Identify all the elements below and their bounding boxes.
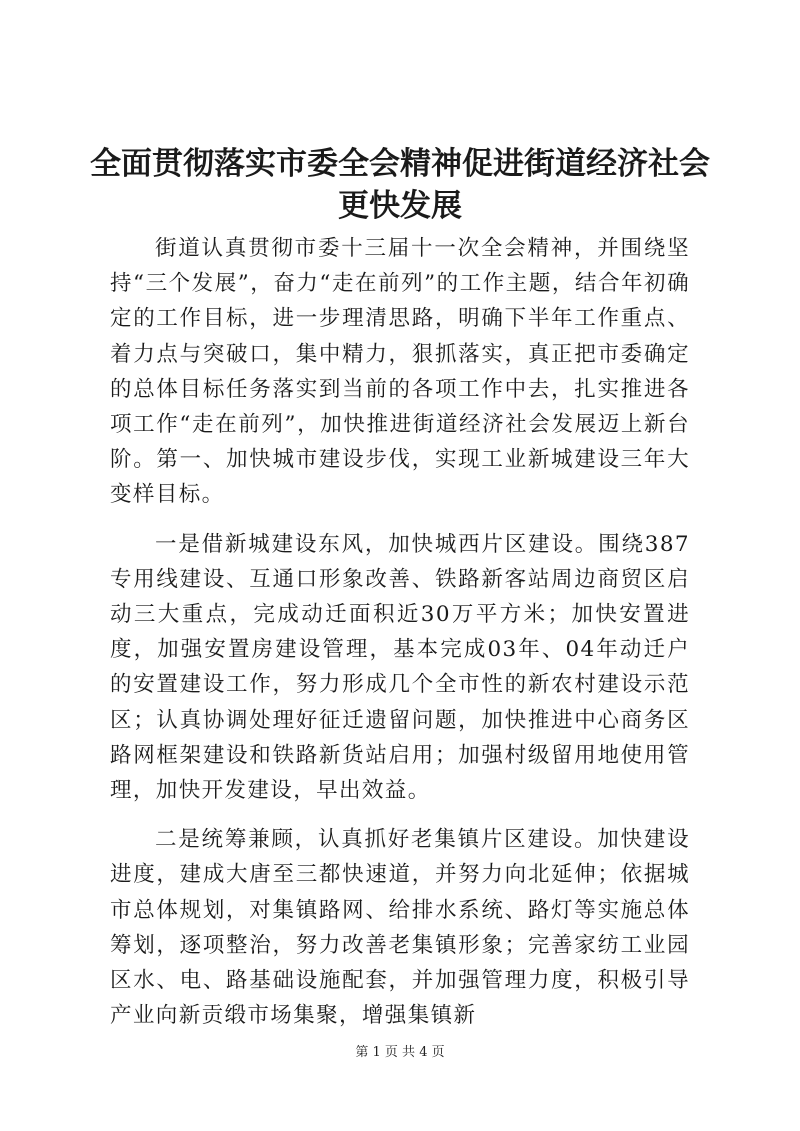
- document-body: [110, 231, 690, 1047]
- paragraph-3: 二是统筹兼顾，认真抓好老集镇片区建设。加快建设进度，建成大唐至三都快速道，并努力向北延伸；依据城市总体规划，对集镇路网、给排水系统、路灯等实施总体筹划，逐项整治，努力改善老集镇形象；完善家纺工业园区水、电、路基础设施配套，并加强管理力度，积极引导产业向新贡缎市场集聚，增强集镇新: [110, 827, 690, 1029]
- page-footer: [0, 1045, 800, 1061]
- title-line-1: 全面贯彻落实市委全会精神促进街道经济社会: [90, 146, 710, 182]
- paragraph-2: 一是借新城建设东风，加快城西片区建设。围绕387专用线建设、互通口形象改善、铁路新客站周边商贸区启动三大重点，完成动迁面积近30万平方米；加快安置进度，加强安置房建设管理，基本完成03年、04年动迁户的安置建设工作，努力形成几个全市性的新农村建设示范区；认真协调处理好征迁遗留问题，加快推进中心商务区路网框架建设和铁路新货站启用；加强村级留用地使用管理，加快开发建设，早出效益。: [110, 531, 690, 804]
- document-title: [90, 143, 710, 227]
- title-line-2: 更快发展: [338, 188, 462, 224]
- page-number-label: 第 1 页 共 4 页: [355, 1045, 445, 1060]
- paragraph-1: 街道认真贯彻市委十三届十一次全会精神，并围绕坚持“三个发展”，奋力“走在前列”的工作主题，结合年初确定的工作目标，进一步理清思路，明确下半年工作重点、着力点与突破口，集中精力，狠抓落实，真正把市委确定的总体目标任务落实到当前的各项工作中去，扎实推进各项工作“走在前列”，加快推进街道经济社会发展迈上新台阶。第一、加快城市建设步伐，实现工业新城建设三年大变样目标。: [110, 236, 690, 508]
